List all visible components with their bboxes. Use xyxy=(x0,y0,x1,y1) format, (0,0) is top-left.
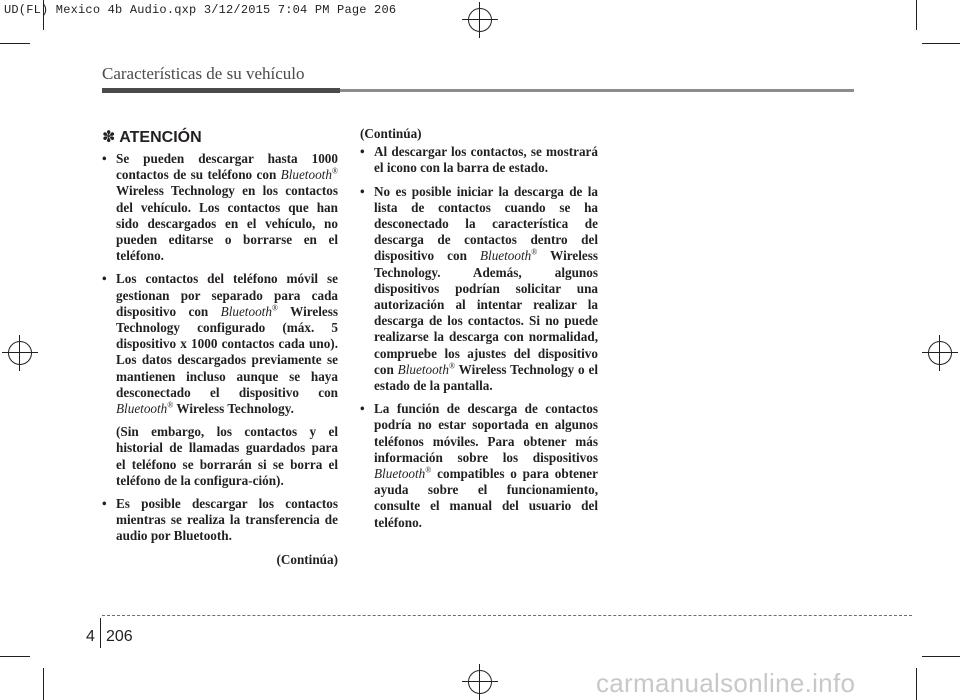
page-number: 206 xyxy=(106,628,133,645)
registration-target-top xyxy=(462,2,498,38)
notice-star-icon: ✽ xyxy=(102,129,116,146)
paragraph: (Sin embargo, los contactos y el historial de llamadas guardados para el teléfono se borrarán si se borra el teléfono de la configura-ción). xyxy=(116,424,338,488)
left-column xyxy=(102,151,338,568)
continued-label: (Continúa) xyxy=(360,126,422,141)
bullet-item: • Es posible descargar los contactos mientras se realiza la transferencia de audio por Bluetooth. xyxy=(102,496,338,544)
continued-label: (Continúa) xyxy=(276,551,338,567)
right-column xyxy=(360,126,598,538)
notice-label: ATENCIÓN xyxy=(119,129,202,146)
crop-mark-bottom-right-v xyxy=(916,668,917,700)
crop-mark-top-right-h xyxy=(922,43,960,44)
watermark: carmanualsonline.info xyxy=(596,668,856,698)
bullet-item: • La función de descarga de contactos podría no estar soportada en algunos teléfonos móviles. Para obtener más información sobre los dispositivos Bluetooth® compatibles o para obtener ayuda sobre el funcionamiento, consulte el manual del usuario del teléfono. xyxy=(360,401,598,530)
header-rule xyxy=(102,89,854,92)
bullet-item: • Los contactos del teléfono móvil se gestionan por separado para cada dispositivo con Bluetooth® Wireless Technology configurado (máx. 5 dispositivo x 1000 contactos cada uno). Los datos descargados previamente se mantienen incluso aunque se haya desconectado el dispositivo con Bluetooth® Wireless Technology. xyxy=(102,271,338,417)
registration-target-left xyxy=(2,335,38,371)
footer-divider xyxy=(100,618,101,648)
chapter-number: 4 xyxy=(86,628,95,645)
section-title: Características de su vehículo xyxy=(102,64,305,83)
crop-mark-bottom-right-h xyxy=(922,656,960,657)
footer-dashed-rule xyxy=(102,615,912,616)
notice-heading xyxy=(102,127,202,147)
registration-target-right xyxy=(922,335,958,371)
bullet-item: • No es posible iniciar la descarga de la lista de contactos cuando se ha desconectado la característica de descarga de contactos dentro del dispositivo con Bluetooth® Wireless Technology. Además, algunos dispositivos podrían solicitar una autorización al intentar realizar la descarga de los contactos. Si no puede realizarse la descarga con normalidad, compruebe los ajustes del dispositivo con Bluetooth® Wireless Technology o el estado de la pantalla. xyxy=(360,183,598,394)
crop-mark-top-left-h xyxy=(0,43,30,44)
crop-mark-bottom-left-h xyxy=(0,656,30,657)
crop-mark-top-right-v xyxy=(916,0,917,30)
crop-mark-bottom-left-v xyxy=(43,668,44,700)
bullet-item: • Al descargar los contactos, se mostrará el icono con la barra de estado. xyxy=(360,144,598,176)
print-slug: UD(FL) Mexico 4b Audio.qxp 3/12/2015 7:04 PM Page 206 xyxy=(4,3,397,17)
bullet-item: • Se pueden descargar hasta 1000 contactos de su teléfono con Bluetooth® Wireless Technology en los contactos del vehículo. Los contactos que han sido descargados en el vehículo, no pueden editarse o borrarse en el teléfono. xyxy=(102,151,338,264)
registration-target-bottom xyxy=(462,664,498,700)
